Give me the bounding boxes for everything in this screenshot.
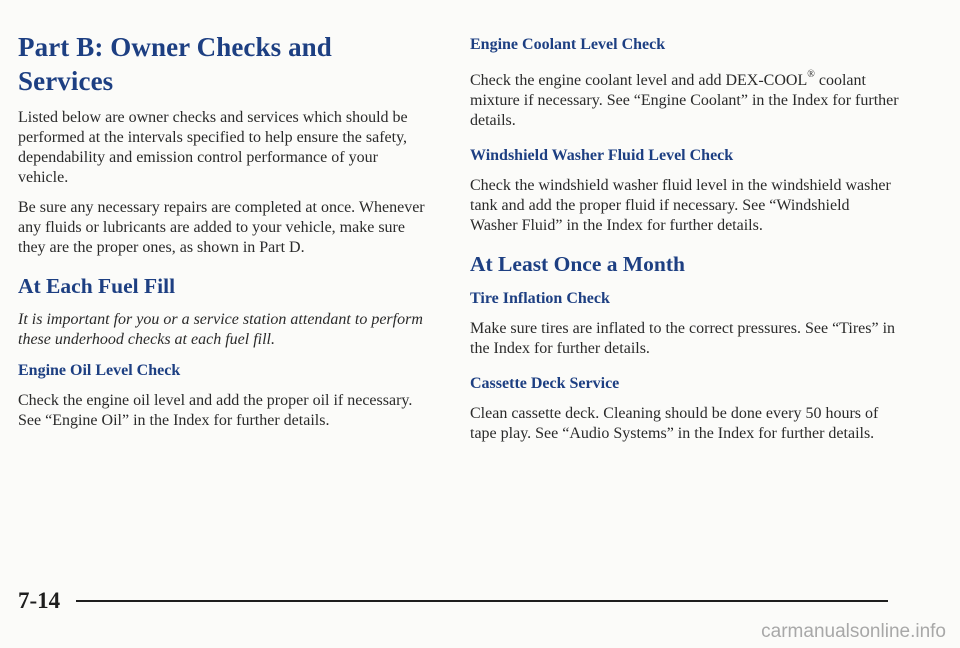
subheading-engine-oil: Engine Oil Level Check: [18, 362, 181, 379]
washer-fluid-paragraph: Check the windshield washer fluid level in the windshield washer tank and add the proper fluid if necessary. See “Windshield Washer Fluid” in the Index for further details.: [470, 177, 891, 234]
coolant-text-end: coolant mixture if necessary. See “Engine Coolant” in the Index for further details.: [470, 72, 899, 129]
subheading-engine-coolant: Engine Coolant Level Check: [470, 36, 666, 53]
section-heading-once-a-month: At Least Once a Month: [470, 252, 685, 276]
page-title: Part B: Owner Checks and Services: [18, 32, 332, 96]
page-footer: [18, 586, 890, 616]
registered-mark: ®: [807, 69, 815, 80]
fuel-fill-note: It is important for you or a service station attendant to perform these underhood checks at each fuel fill.: [18, 311, 423, 348]
intro-paragraph-2: Be sure any necessary repairs are completed at once. Whenever any fluids or lubricants are added to your vehicle, make sure they are the proper ones, as shown in Part D.: [18, 199, 425, 256]
engine-coolant-paragraph: [470, 65, 900, 131]
subheading-tire-inflation: Tire Inflation Check: [470, 290, 610, 307]
left-column: [18, 30, 430, 441]
intro-paragraph-1: Listed below are owner checks and services which should be performed at the intervals specified to help ensure the safety, dependability and emission control performance of your vehicle.: [18, 109, 408, 186]
site-watermark: carmanualsonline.info: [761, 621, 946, 642]
page-number: 7-14: [18, 588, 61, 613]
coolant-text-start: Check the engine coolant level and add DEX-COOL: [470, 72, 808, 89]
section-heading-fuel-fill: At Each Fuel Fill: [18, 274, 176, 298]
subheading-washer-fluid: Windshield Washer Fluid Level Check: [470, 147, 734, 164]
cassette-deck-paragraph: Clean cassette deck. Cleaning should be done every 50 hours of tape play. See “Audio Systems” in the Index for further details.: [470, 405, 879, 442]
footer-rule: [76, 600, 888, 602]
right-column: [470, 30, 900, 454]
subheading-cassette-deck: Cassette Deck Service: [470, 375, 620, 392]
engine-oil-paragraph: Check the engine oil level and add the proper oil if necessary. See “Engine Oil” in the Index for further details.: [18, 392, 413, 429]
tire-inflation-paragraph: Make sure tires are inflated to the correct pressures. See “Tires” in the Index for further details.: [470, 320, 896, 357]
